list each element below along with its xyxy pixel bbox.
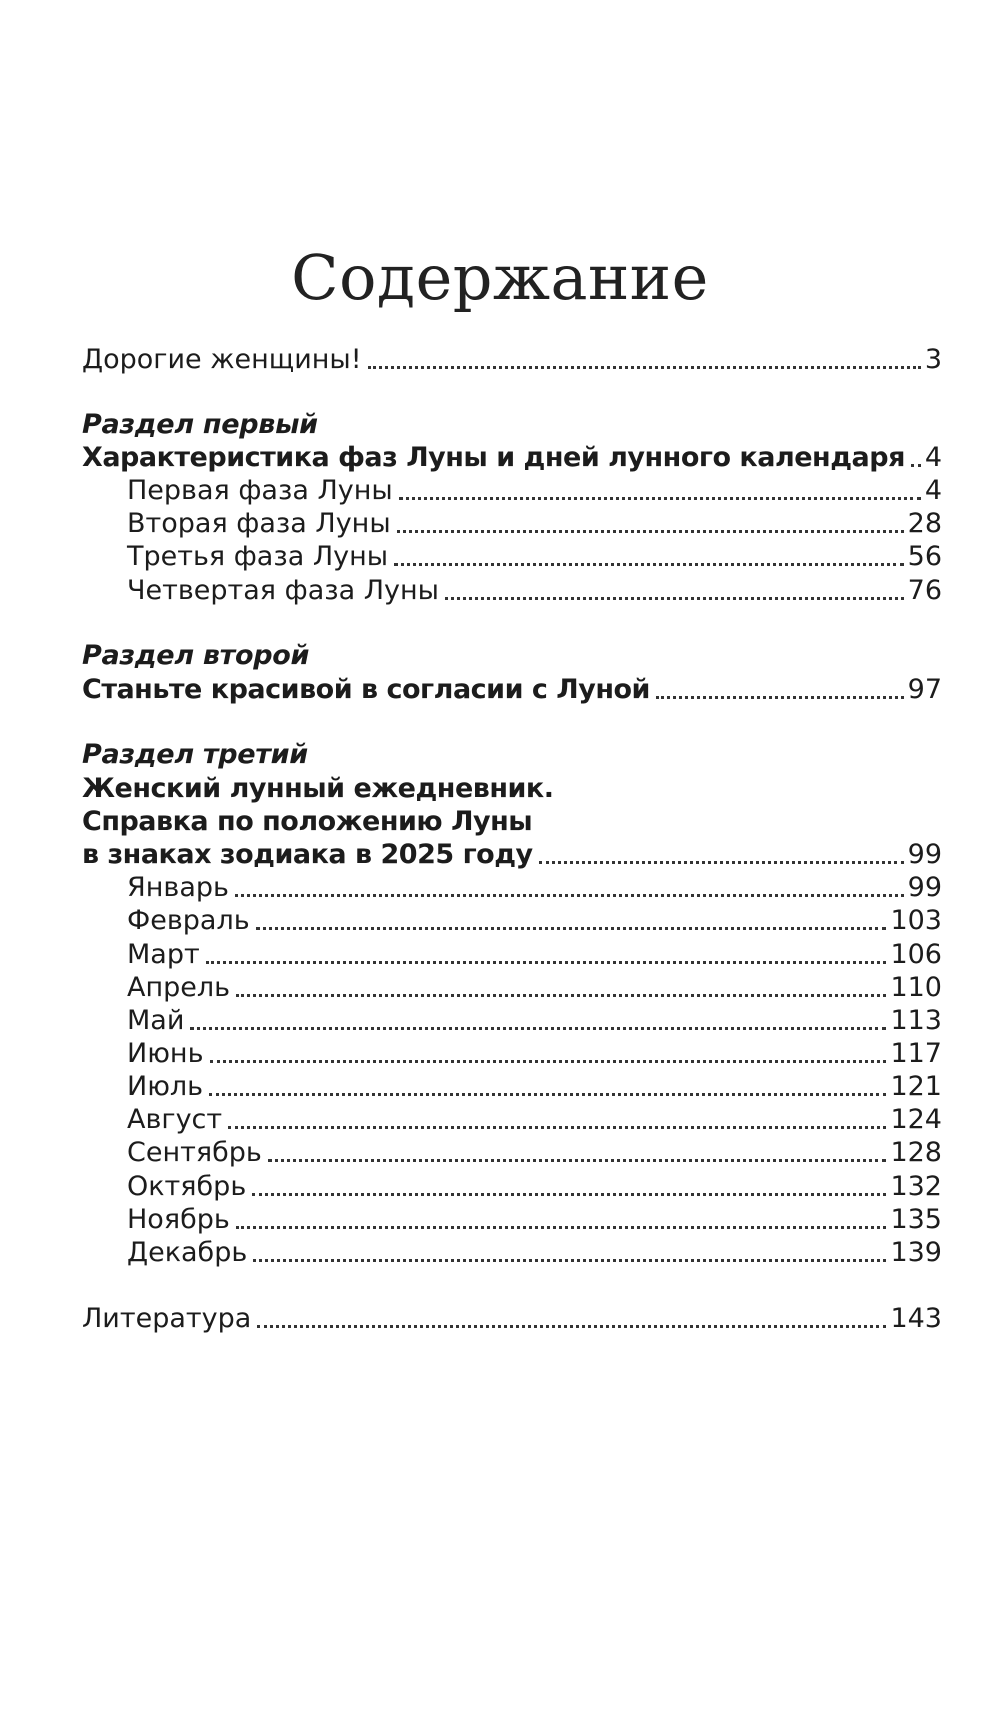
toc-subentry[interactable] <box>127 903 942 939</box>
toc-page-number: 128 <box>890 1137 942 1168</box>
toc-subentry[interactable] <box>127 1202 942 1238</box>
dot-leader <box>190 1027 886 1030</box>
toc-page-number: 97 <box>907 674 942 705</box>
toc-subentry[interactable] <box>127 1102 942 1138</box>
dot-leader <box>206 961 887 964</box>
toc-entry-label: Литература <box>82 1303 252 1334</box>
dot-leader <box>399 497 921 500</box>
toc-page-number: 99 <box>907 839 942 870</box>
dot-leader <box>257 1325 886 1328</box>
toc-subentry[interactable] <box>127 506 942 542</box>
toc-entry-label: Третья фаза Луны <box>127 541 389 572</box>
toc-entry-label: Август <box>127 1104 223 1135</box>
dot-leader <box>252 1193 886 1196</box>
toc-subentry[interactable] <box>127 870 942 906</box>
dot-leader <box>539 861 904 864</box>
toc-entry-label: Февраль <box>127 905 250 936</box>
dot-leader <box>911 464 921 467</box>
toc-page-number: 56 <box>907 541 942 572</box>
toc-entry-label: в знаках зодиака в 2025 году <box>82 839 533 870</box>
dot-leader <box>236 994 886 997</box>
toc-entry-label: Сентябрь <box>127 1137 262 1168</box>
toc-page-number: 135 <box>890 1204 942 1235</box>
toc-page-number: 143 <box>890 1303 942 1334</box>
toc-page-number: 121 <box>890 1071 942 1102</box>
toc-page-number: 103 <box>890 905 942 936</box>
dot-leader <box>253 1259 886 1262</box>
dot-leader <box>656 696 904 699</box>
dot-leader <box>209 1093 886 1096</box>
dot-leader <box>256 927 887 930</box>
dot-leader <box>235 894 904 897</box>
toc-entry-label: Октябрь <box>127 1171 247 1202</box>
toc-entry-label: Вторая фаза Луны <box>127 508 391 539</box>
dot-leader <box>445 597 904 600</box>
dot-leader <box>268 1159 887 1162</box>
toc-chapter-1[interactable] <box>82 440 942 476</box>
toc-entry-label: Станьте красивой в согласии с Луной <box>82 674 650 705</box>
toc-subentry[interactable] <box>127 970 942 1006</box>
toc-entry-label: Ноябрь <box>127 1204 230 1235</box>
toc-page-number: 3 <box>924 344 942 375</box>
toc-subentry[interactable] <box>127 1135 942 1171</box>
toc-page-number: 4 <box>924 475 942 506</box>
section-heading-2: Раздел второй <box>82 640 310 671</box>
toc-page-number: 106 <box>890 939 942 970</box>
toc-entry-label: Апрель <box>127 972 231 1003</box>
toc-entry-label: Март <box>127 939 200 970</box>
toc-entry-label: Декабрь <box>127 1237 248 1268</box>
toc-entry-label: Первая фаза Луны <box>127 475 393 506</box>
toc-chapter-2[interactable] <box>82 672 942 708</box>
toc-page-number: 113 <box>890 1005 942 1036</box>
toc-subentry[interactable] <box>127 573 942 609</box>
toc-subentry[interactable] <box>127 1169 942 1205</box>
toc-page-number: 4 <box>924 442 942 473</box>
toc-entry-label: Четвертая фаза Луны <box>127 575 439 606</box>
toc-page-number: 132 <box>890 1171 942 1202</box>
dot-leader <box>236 1226 887 1229</box>
dot-leader <box>210 1060 887 1063</box>
toc-chapter-3-line: Справка по положению Луны <box>82 806 533 837</box>
toc-entry-label: Характеристика фаз Луны и дней лунного календаря <box>82 442 905 473</box>
toc-entry-intro[interactable] <box>82 342 942 378</box>
toc-entry-label: Дорогие женщины! <box>82 344 362 375</box>
toc-entry-label: Январь <box>127 872 229 903</box>
dot-leader <box>394 563 904 566</box>
section-heading-3: Раздел третий <box>82 739 308 770</box>
toc-subentry[interactable] <box>127 1003 942 1039</box>
toc-chapter-3-line: Женский лунный ежедневник. <box>82 773 554 804</box>
toc-entry-label: Май <box>127 1005 185 1036</box>
toc-entry-literature[interactable] <box>82 1301 942 1337</box>
toc-subentry[interactable] <box>127 473 942 509</box>
toc-subentry[interactable] <box>127 1235 942 1271</box>
toc-subentry[interactable] <box>127 539 942 575</box>
dot-leader <box>368 366 921 369</box>
toc-page-number: 117 <box>890 1038 942 1069</box>
toc-page-number: 99 <box>907 872 942 903</box>
toc-entry-label: Июль <box>127 1071 204 1102</box>
toc-page-number: 28 <box>907 508 942 539</box>
dot-leader <box>228 1126 886 1129</box>
section-heading-1: Раздел первый <box>82 409 318 440</box>
page-title: Содержание <box>291 241 709 314</box>
toc-entry-label: Июнь <box>127 1038 204 1069</box>
toc-page-number: 76 <box>907 575 942 606</box>
dot-leader <box>397 530 904 533</box>
toc-subentry[interactable] <box>127 1069 942 1105</box>
toc-chapter-3[interactable] <box>82 837 942 873</box>
toc-subentry[interactable] <box>127 1036 942 1072</box>
toc-subentry[interactable] <box>127 937 942 973</box>
toc-page-number: 110 <box>890 972 942 1003</box>
toc-page-number: 139 <box>890 1237 942 1268</box>
toc-page-number: 124 <box>890 1104 942 1135</box>
